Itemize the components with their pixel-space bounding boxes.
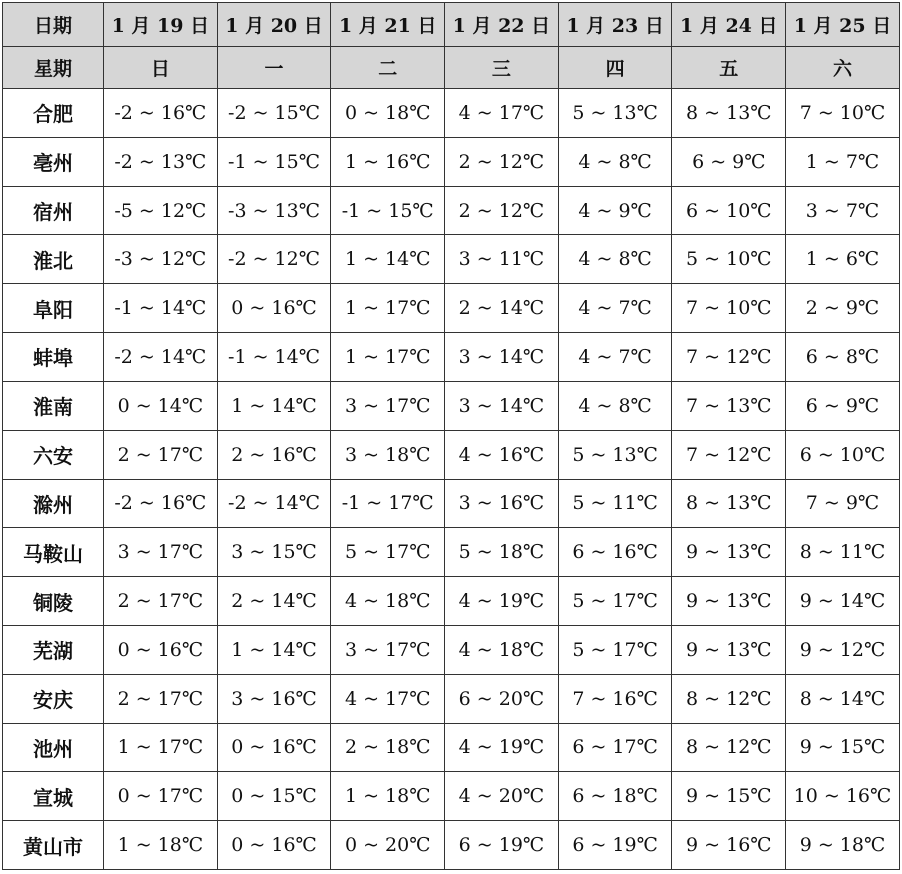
date-header-cell: 1 月 21 日 bbox=[331, 3, 445, 47]
temperature-range-cell: 6 ~ 17℃ bbox=[558, 723, 672, 772]
temperature-range-cell: 6 ~ 9℃ bbox=[672, 137, 786, 186]
temperature-range-cell: 0 ~ 16℃ bbox=[104, 625, 218, 674]
temperature-range-cell: 4 ~ 19℃ bbox=[445, 577, 559, 626]
temperature-range-cell: 9 ~ 15℃ bbox=[672, 772, 786, 821]
table-row bbox=[3, 137, 900, 186]
temperature-range-cell: -3 ~ 12℃ bbox=[104, 235, 218, 284]
temperature-range-cell: 3 ~ 11℃ bbox=[445, 235, 559, 284]
weekday-corner-label: 星期 bbox=[3, 47, 104, 89]
temperature-range-cell: 2 ~ 9℃ bbox=[786, 284, 900, 333]
temperature-range-cell: 9 ~ 13℃ bbox=[672, 577, 786, 626]
temperature-range-cell: 3 ~ 17℃ bbox=[331, 381, 445, 430]
temperature-range-cell: 5 ~ 17℃ bbox=[558, 625, 672, 674]
temperature-range-cell: 9 ~ 13℃ bbox=[672, 528, 786, 577]
temperature-range-cell: 7 ~ 12℃ bbox=[672, 430, 786, 479]
table-row bbox=[3, 430, 900, 479]
temperature-range-cell: 2 ~ 12℃ bbox=[445, 137, 559, 186]
temperature-range-cell: 6 ~ 10℃ bbox=[786, 430, 900, 479]
city-name-cell: 蚌埠 bbox=[3, 333, 104, 382]
temperature-range-cell: 1 ~ 17℃ bbox=[104, 723, 218, 772]
weather-forecast-table bbox=[2, 2, 900, 870]
temperature-range-cell: 4 ~ 8℃ bbox=[558, 137, 672, 186]
table-row bbox=[3, 577, 900, 626]
temperature-range-cell: 9 ~ 12℃ bbox=[786, 625, 900, 674]
table-row bbox=[3, 723, 900, 772]
temperature-range-cell: 7 ~ 10℃ bbox=[672, 284, 786, 333]
temperature-range-cell: 1 ~ 18℃ bbox=[104, 821, 218, 870]
temperature-range-cell: 1 ~ 18℃ bbox=[331, 772, 445, 821]
temperature-range-cell: -1 ~ 15℃ bbox=[331, 186, 445, 235]
temperature-range-cell: 4 ~ 9℃ bbox=[558, 186, 672, 235]
date-corner-label: 日期 bbox=[3, 3, 104, 47]
temperature-range-cell: 1 ~ 16℃ bbox=[331, 137, 445, 186]
city-name-cell: 芜湖 bbox=[3, 625, 104, 674]
date-header-cell: 1 月 25 日 bbox=[786, 3, 900, 47]
temperature-range-cell: 0 ~ 18℃ bbox=[331, 89, 445, 138]
temperature-range-cell: -1 ~ 17℃ bbox=[331, 479, 445, 528]
table-row bbox=[3, 89, 900, 138]
city-name-cell: 合肥 bbox=[3, 89, 104, 138]
temperature-range-cell: 6 ~ 19℃ bbox=[558, 821, 672, 870]
temperature-range-cell: 2 ~ 14℃ bbox=[217, 577, 331, 626]
temperature-range-cell: 1 ~ 14℃ bbox=[217, 381, 331, 430]
date-header-row bbox=[3, 3, 900, 47]
temperature-range-cell: 6 ~ 10℃ bbox=[672, 186, 786, 235]
temperature-range-cell: 7 ~ 16℃ bbox=[558, 674, 672, 723]
date-header-cell: 1 月 20 日 bbox=[217, 3, 331, 47]
temperature-range-cell: 4 ~ 20℃ bbox=[445, 772, 559, 821]
weekday-cell: 三 bbox=[445, 47, 559, 89]
table-body bbox=[3, 89, 900, 870]
table-row bbox=[3, 625, 900, 674]
temperature-range-cell: 5 ~ 13℃ bbox=[558, 430, 672, 479]
temperature-range-cell: 9 ~ 15℃ bbox=[786, 723, 900, 772]
table-row bbox=[3, 284, 900, 333]
temperature-range-cell: 7 ~ 13℃ bbox=[672, 381, 786, 430]
city-name-cell: 亳州 bbox=[3, 137, 104, 186]
temperature-range-cell: -2 ~ 13℃ bbox=[104, 137, 218, 186]
table-row bbox=[3, 235, 900, 284]
city-name-cell: 宣城 bbox=[3, 772, 104, 821]
temperature-range-cell: 7 ~ 12℃ bbox=[672, 333, 786, 382]
temperature-range-cell: 9 ~ 13℃ bbox=[672, 625, 786, 674]
city-name-cell: 滁州 bbox=[3, 479, 104, 528]
temperature-range-cell: -3 ~ 13℃ bbox=[217, 186, 331, 235]
temperature-range-cell: -2 ~ 14℃ bbox=[217, 479, 331, 528]
temperature-range-cell: 0 ~ 15℃ bbox=[217, 772, 331, 821]
temperature-range-cell: 3 ~ 16℃ bbox=[445, 479, 559, 528]
temperature-range-cell: -2 ~ 12℃ bbox=[217, 235, 331, 284]
weekday-header-row bbox=[3, 47, 900, 89]
city-name-cell: 淮北 bbox=[3, 235, 104, 284]
table-row bbox=[3, 674, 900, 723]
temperature-range-cell: 5 ~ 17℃ bbox=[331, 528, 445, 577]
temperature-range-cell: 5 ~ 13℃ bbox=[558, 89, 672, 138]
temperature-range-cell: 5 ~ 11℃ bbox=[558, 479, 672, 528]
table-row bbox=[3, 821, 900, 870]
city-name-cell: 阜阳 bbox=[3, 284, 104, 333]
temperature-range-cell: 7 ~ 10℃ bbox=[786, 89, 900, 138]
temperature-range-cell: 4 ~ 17℃ bbox=[331, 674, 445, 723]
temperature-range-cell: 4 ~ 18℃ bbox=[331, 577, 445, 626]
temperature-range-cell: 4 ~ 18℃ bbox=[445, 625, 559, 674]
temperature-range-cell: 6 ~ 9℃ bbox=[786, 381, 900, 430]
temperature-range-cell: 8 ~ 12℃ bbox=[672, 723, 786, 772]
temperature-range-cell: 4 ~ 16℃ bbox=[445, 430, 559, 479]
temperature-range-cell: 0 ~ 16℃ bbox=[217, 821, 331, 870]
temperature-range-cell: 6 ~ 16℃ bbox=[558, 528, 672, 577]
temperature-range-cell: 1 ~ 17℃ bbox=[331, 284, 445, 333]
temperature-range-cell: 6 ~ 8℃ bbox=[786, 333, 900, 382]
city-name-cell: 宿州 bbox=[3, 186, 104, 235]
temperature-range-cell: 1 ~ 6℃ bbox=[786, 235, 900, 284]
temperature-range-cell: 3 ~ 15℃ bbox=[217, 528, 331, 577]
weekday-cell: 四 bbox=[558, 47, 672, 89]
date-header-cell: 1 月 22 日 bbox=[445, 3, 559, 47]
temperature-range-cell: -2 ~ 15℃ bbox=[217, 89, 331, 138]
temperature-range-cell: -2 ~ 16℃ bbox=[104, 89, 218, 138]
table-row bbox=[3, 381, 900, 430]
temperature-range-cell: 2 ~ 14℃ bbox=[445, 284, 559, 333]
city-name-cell: 马鞍山 bbox=[3, 528, 104, 577]
temperature-range-cell: 6 ~ 20℃ bbox=[445, 674, 559, 723]
temperature-range-cell: 4 ~ 8℃ bbox=[558, 381, 672, 430]
temperature-range-cell: 4 ~ 19℃ bbox=[445, 723, 559, 772]
temperature-range-cell: 3 ~ 14℃ bbox=[445, 333, 559, 382]
temperature-range-cell: 0 ~ 16℃ bbox=[217, 284, 331, 333]
weekday-cell: 六 bbox=[786, 47, 900, 89]
temperature-range-cell: -2 ~ 14℃ bbox=[104, 333, 218, 382]
temperature-range-cell: -1 ~ 14℃ bbox=[104, 284, 218, 333]
temperature-range-cell: 3 ~ 16℃ bbox=[217, 674, 331, 723]
weekday-cell: 二 bbox=[331, 47, 445, 89]
temperature-range-cell: -2 ~ 16℃ bbox=[104, 479, 218, 528]
weekday-cell: 五 bbox=[672, 47, 786, 89]
date-header-cell: 1 月 24 日 bbox=[672, 3, 786, 47]
temperature-range-cell: 1 ~ 7℃ bbox=[786, 137, 900, 186]
city-name-cell: 池州 bbox=[3, 723, 104, 772]
city-name-cell: 淮南 bbox=[3, 381, 104, 430]
temperature-range-cell: 8 ~ 12℃ bbox=[672, 674, 786, 723]
weekday-cell: 一 bbox=[217, 47, 331, 89]
table-row bbox=[3, 772, 900, 821]
temperature-range-cell: 10 ~ 16℃ bbox=[786, 772, 900, 821]
city-name-cell: 铜陵 bbox=[3, 577, 104, 626]
temperature-range-cell: 3 ~ 14℃ bbox=[445, 381, 559, 430]
table-row bbox=[3, 479, 900, 528]
table-row bbox=[3, 186, 900, 235]
temperature-range-cell: 8 ~ 13℃ bbox=[672, 89, 786, 138]
temperature-range-cell: 0 ~ 20℃ bbox=[331, 821, 445, 870]
temperature-range-cell: 6 ~ 19℃ bbox=[445, 821, 559, 870]
date-header-cell: 1 月 19 日 bbox=[104, 3, 218, 47]
temperature-range-cell: 3 ~ 18℃ bbox=[331, 430, 445, 479]
temperature-range-cell: 5 ~ 10℃ bbox=[672, 235, 786, 284]
city-name-cell: 黄山市 bbox=[3, 821, 104, 870]
temperature-range-cell: 2 ~ 17℃ bbox=[104, 577, 218, 626]
temperature-range-cell: 1 ~ 17℃ bbox=[331, 333, 445, 382]
temperature-range-cell: 0 ~ 17℃ bbox=[104, 772, 218, 821]
date-header-cell: 1 月 23 日 bbox=[558, 3, 672, 47]
temperature-range-cell: 2 ~ 17℃ bbox=[104, 674, 218, 723]
temperature-range-cell: 2 ~ 12℃ bbox=[445, 186, 559, 235]
temperature-range-cell: 9 ~ 16℃ bbox=[672, 821, 786, 870]
temperature-range-cell: 0 ~ 14℃ bbox=[104, 381, 218, 430]
temperature-range-cell: 2 ~ 16℃ bbox=[217, 430, 331, 479]
temperature-range-cell: -1 ~ 15℃ bbox=[217, 137, 331, 186]
temperature-range-cell: 8 ~ 13℃ bbox=[672, 479, 786, 528]
weekday-cell: 日 bbox=[104, 47, 218, 89]
temperature-range-cell: 4 ~ 17℃ bbox=[445, 89, 559, 138]
temperature-range-cell: 2 ~ 18℃ bbox=[331, 723, 445, 772]
temperature-range-cell: 6 ~ 18℃ bbox=[558, 772, 672, 821]
table-row bbox=[3, 528, 900, 577]
city-name-cell: 六安 bbox=[3, 430, 104, 479]
temperature-range-cell: 8 ~ 11℃ bbox=[786, 528, 900, 577]
temperature-range-cell: 7 ~ 9℃ bbox=[786, 479, 900, 528]
temperature-range-cell: 1 ~ 14℃ bbox=[217, 625, 331, 674]
temperature-range-cell: 0 ~ 16℃ bbox=[217, 723, 331, 772]
temperature-range-cell: 4 ~ 8℃ bbox=[558, 235, 672, 284]
temperature-range-cell: 3 ~ 17℃ bbox=[104, 528, 218, 577]
city-name-cell: 安庆 bbox=[3, 674, 104, 723]
temperature-range-cell: -1 ~ 14℃ bbox=[217, 333, 331, 382]
temperature-range-cell: 8 ~ 14℃ bbox=[786, 674, 900, 723]
temperature-range-cell: 3 ~ 17℃ bbox=[331, 625, 445, 674]
temperature-range-cell: -5 ~ 12℃ bbox=[104, 186, 218, 235]
temperature-range-cell: 9 ~ 14℃ bbox=[786, 577, 900, 626]
temperature-range-cell: 5 ~ 17℃ bbox=[558, 577, 672, 626]
temperature-range-cell: 2 ~ 17℃ bbox=[104, 430, 218, 479]
temperature-range-cell: 3 ~ 7℃ bbox=[786, 186, 900, 235]
table-row bbox=[3, 333, 900, 382]
temperature-range-cell: 4 ~ 7℃ bbox=[558, 333, 672, 382]
temperature-range-cell: 9 ~ 18℃ bbox=[786, 821, 900, 870]
temperature-range-cell: 5 ~ 18℃ bbox=[445, 528, 559, 577]
temperature-range-cell: 1 ~ 14℃ bbox=[331, 235, 445, 284]
temperature-range-cell: 4 ~ 7℃ bbox=[558, 284, 672, 333]
